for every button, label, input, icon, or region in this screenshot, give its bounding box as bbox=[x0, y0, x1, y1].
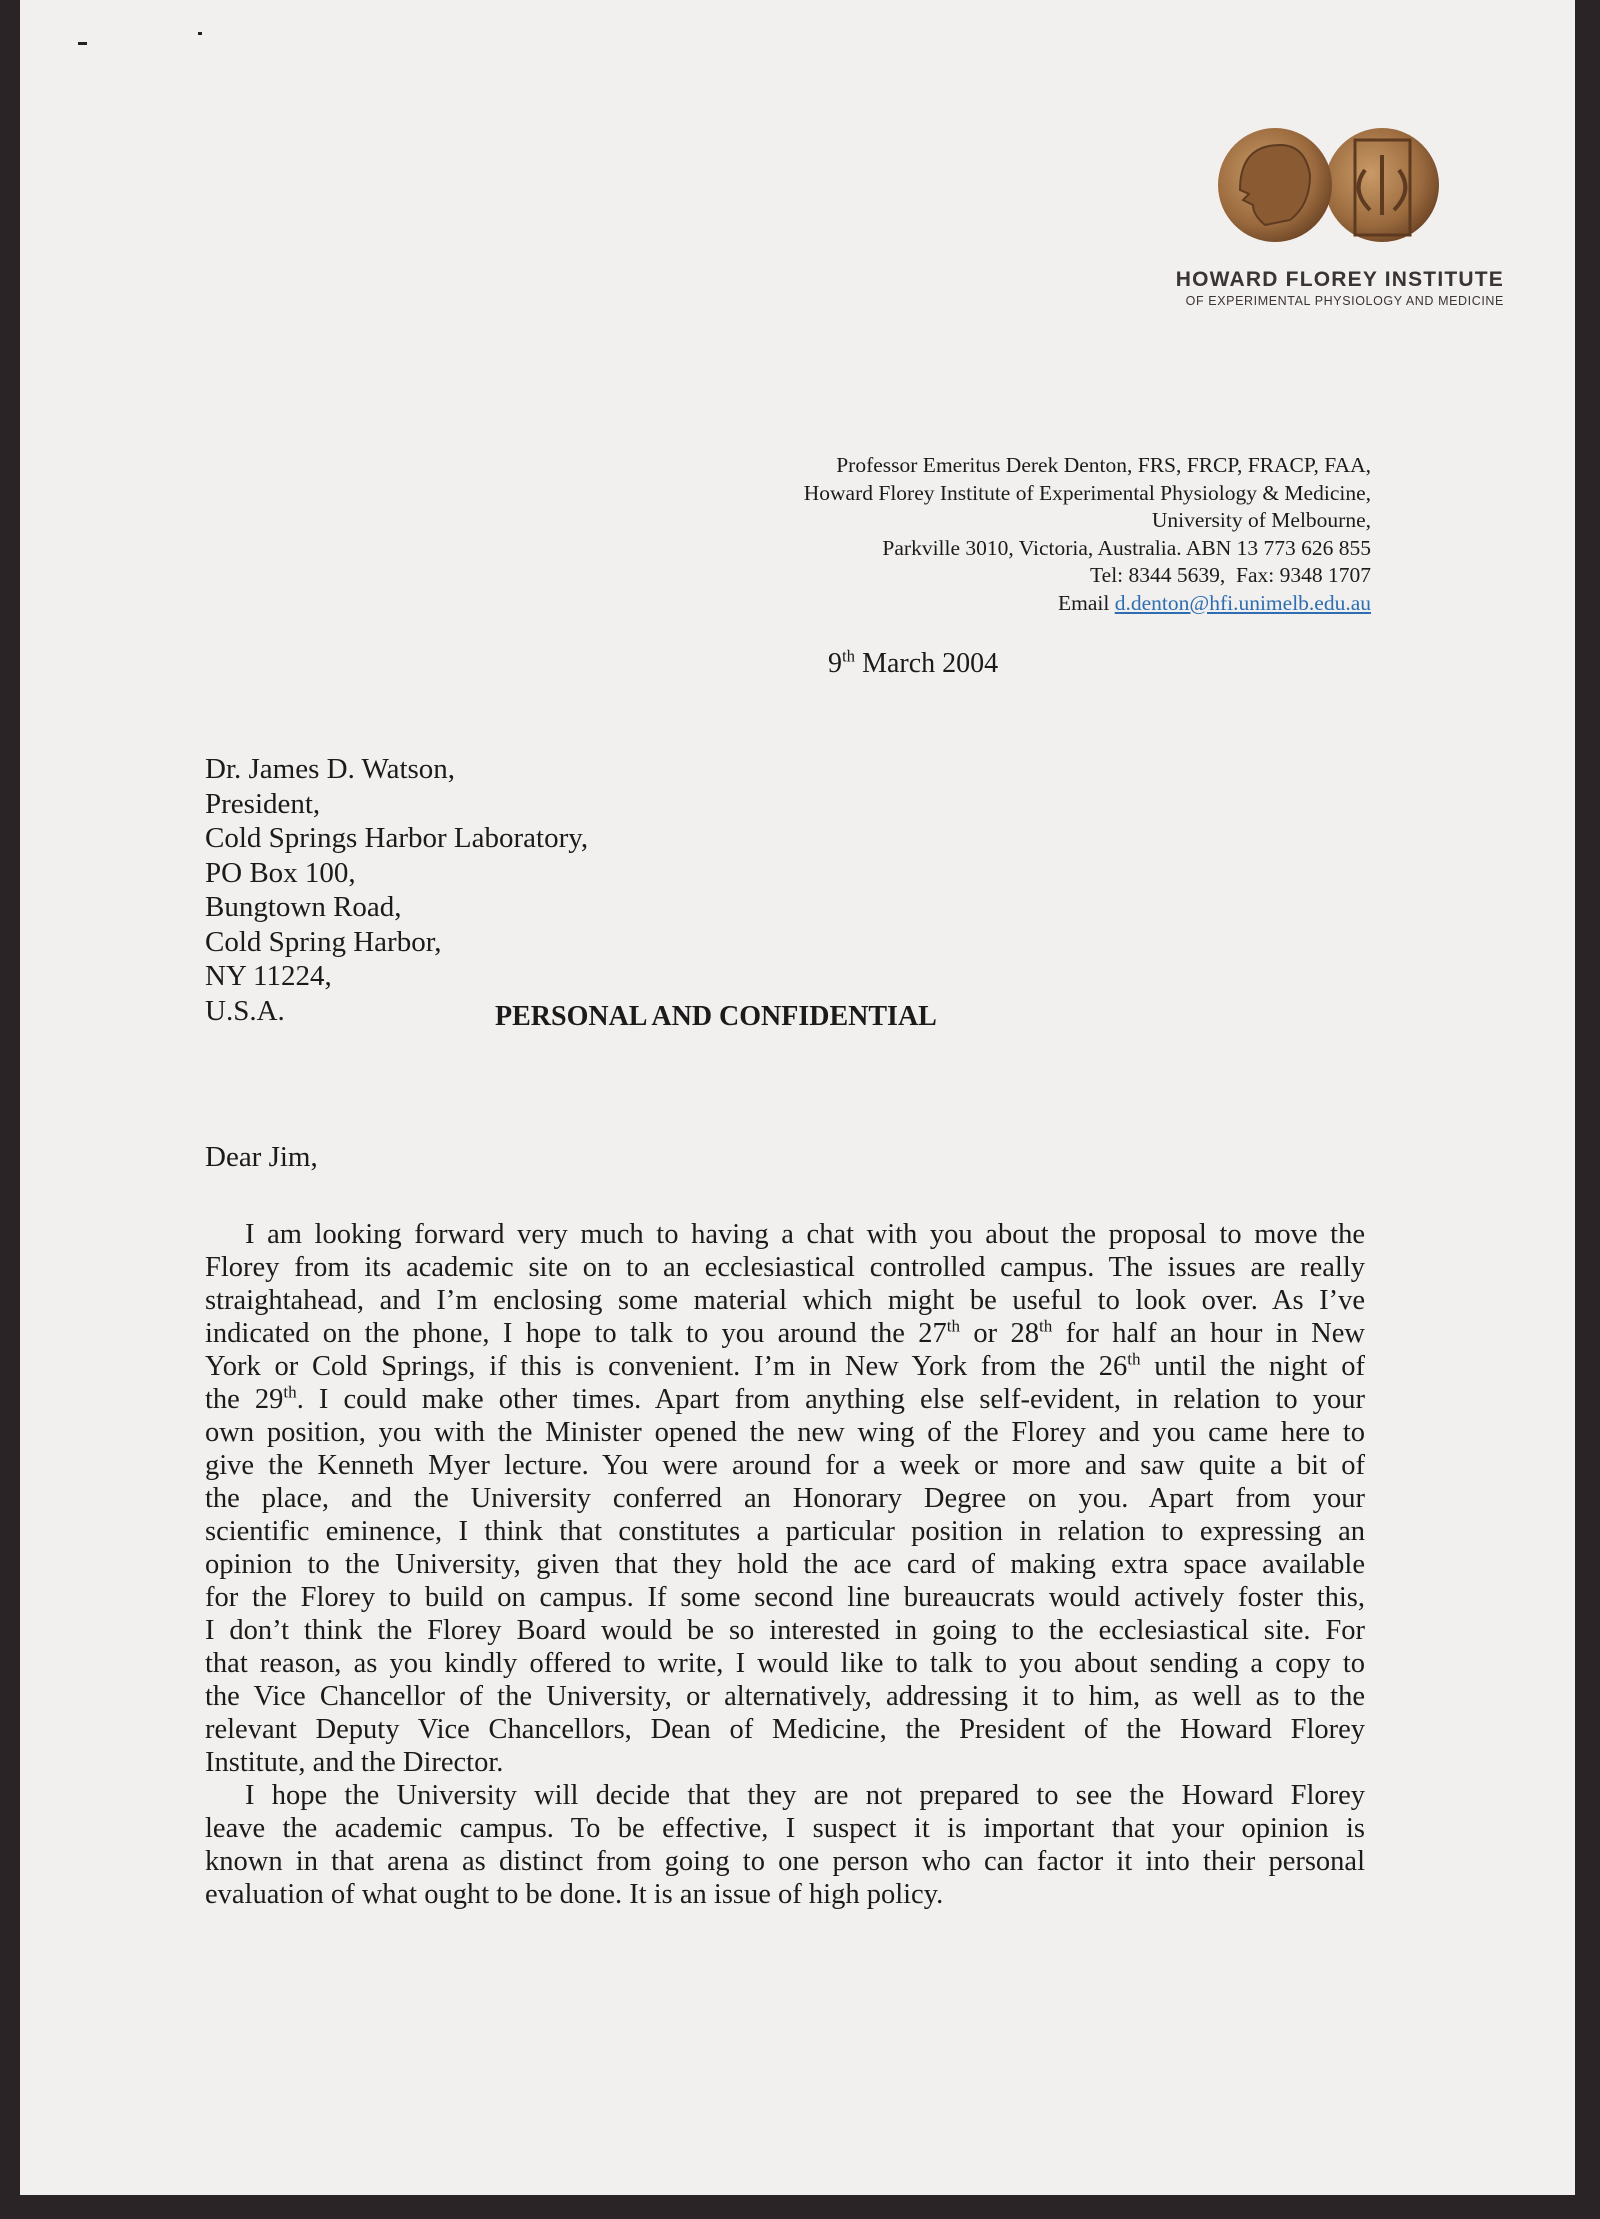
line-text: Florey from its academic site on to an ecclesiastical controlled campus. The issues are really bbox=[205, 1252, 1365, 1283]
line-text: evaluation of what ought to be done. It is an issue of high policy. bbox=[205, 1879, 944, 1910]
line-text: York or Cold Springs, if this is convenient. I’m in New York from the 26 bbox=[205, 1351, 1128, 1382]
line-text: opinion to the University, given that they hold the ace card of making extra space available bbox=[205, 1549, 1365, 1580]
ordinal-suffix: th bbox=[283, 1382, 297, 1402]
line-text: . I could make other times. Apart from anything else self-evident, in relation to your bbox=[296, 1384, 1365, 1415]
body-line bbox=[205, 1251, 1365, 1284]
line-text: scientific eminence, I think that constitutes a particular position in relation to expressing an bbox=[205, 1516, 1365, 1547]
line-text: or 28 bbox=[960, 1318, 1039, 1349]
confidential-heading: PERSONAL AND CONFIDENTIAL bbox=[495, 1001, 937, 1032]
institute-letterhead bbox=[1176, 268, 1504, 308]
line-text: the 29 bbox=[205, 1384, 284, 1415]
body-line bbox=[205, 1581, 1365, 1614]
body-line bbox=[205, 1779, 1365, 1812]
date-day: 9 bbox=[828, 648, 842, 679]
ordinal-suffix: th bbox=[1039, 1316, 1053, 1336]
line-text: I hope the University will decide that they are not prepared to see the Howard Florey bbox=[245, 1780, 1365, 1811]
body-line bbox=[205, 1713, 1365, 1746]
line-text: for half an hour in New bbox=[1052, 1318, 1365, 1349]
line-text: straightahead, and I’m enclosing some material which might be useful to look over. As I’ve bbox=[205, 1285, 1365, 1316]
body-line bbox=[205, 1878, 1365, 1911]
recipient-line: PO Box 100, bbox=[205, 856, 356, 889]
line-text: own position, you with the Minister opened the new wing of the Florey and you came here to bbox=[205, 1417, 1365, 1448]
line-text: Institute, and the Director. bbox=[205, 1747, 504, 1778]
line-text: until the night of bbox=[1140, 1351, 1365, 1382]
recipient-line: NY 11224, bbox=[205, 960, 332, 992]
body-line bbox=[205, 1548, 1365, 1581]
email-link[interactable]: d.denton@hfi.unimelb.edu.au bbox=[1114, 590, 1371, 615]
line-text: I don’t think the Florey Board would be so interested in going to the ecclesiastical site. For bbox=[205, 1615, 1365, 1646]
line-text: the place, and the University conferred an Honorary Degree on you. Apart from your bbox=[205, 1483, 1365, 1514]
sender-address-block bbox=[804, 452, 1371, 617]
ordinal-suffix: th bbox=[946, 1316, 961, 1336]
body-line bbox=[205, 1515, 1365, 1548]
recipient-address bbox=[205, 752, 588, 1028]
email-label: Email bbox=[1058, 590, 1110, 615]
line-text: indicated on the phone, I hope to talk to you around the 27 bbox=[205, 1318, 947, 1349]
ordinal-suffix: th bbox=[1127, 1349, 1141, 1369]
sender-line: University of Melbourne, bbox=[1151, 508, 1371, 532]
line-text: known in that arena as distinct from going to one person who can factor it into their personal bbox=[205, 1846, 1365, 1877]
recipient-line: Dr. James D. Watson, bbox=[205, 753, 456, 785]
institute-name: HOWARD FLOREY INSTITUTE bbox=[1175, 268, 1504, 291]
body-line bbox=[205, 1845, 1365, 1878]
recipient-line: Cold Springs Harbor Laboratory, bbox=[205, 822, 589, 854]
salutation: Dear Jim, bbox=[205, 1141, 318, 1173]
sender-line: Tel: 8344 5639, Fax: 9348 1707 bbox=[1090, 563, 1371, 587]
body-line bbox=[205, 1746, 1365, 1779]
line-text: relevant Deputy Vice Chancellors, Dean of Medicine, the President of the Howard Florey bbox=[205, 1714, 1365, 1745]
body-line bbox=[205, 1284, 1365, 1317]
body-line bbox=[205, 1416, 1365, 1449]
recipient-line: U.S.A. bbox=[205, 994, 285, 1027]
recipient-line: President, bbox=[205, 787, 321, 820]
institute-medallion-logo bbox=[1215, 125, 1445, 245]
body-line bbox=[205, 1812, 1365, 1845]
date-rest: March 2004 bbox=[855, 648, 999, 679]
sender-line: Parkville 3010, Victoria, Australia. ABN 13 773 626 855 bbox=[882, 535, 1371, 560]
sender-line: Howard Florey Institute of Experimental Physiology & Medicine, bbox=[803, 480, 1371, 505]
line-text: leave the academic campus. To be effective, I suspect it is important that your opinion is bbox=[205, 1813, 1365, 1844]
body-line bbox=[205, 1350, 1365, 1383]
line-text: the Vice Chancellor of the University, or alternatively, addressing it to him, as well as to the bbox=[205, 1681, 1365, 1712]
date-suffix: th bbox=[842, 646, 856, 666]
line-text: give the Kenneth Myer lecture. You were around for a week or more and saw quite a bit of bbox=[205, 1450, 1365, 1481]
body-line bbox=[205, 1647, 1365, 1680]
body-paragraph bbox=[205, 1218, 1365, 1779]
recipient-line: Bungtown Road, bbox=[205, 891, 402, 923]
line-text: for the Florey to build on campus. If some second line bureaucrats would actively foster this, bbox=[205, 1582, 1365, 1613]
body-line bbox=[205, 1482, 1365, 1515]
letter-date bbox=[828, 648, 998, 680]
body-line bbox=[205, 1383, 1365, 1416]
scan-mark bbox=[198, 32, 202, 35]
line-text: I am looking forward very much to having a chat with you about the proposal to move the bbox=[245, 1219, 1365, 1250]
recipient-line: Cold Spring Harbor, bbox=[205, 925, 442, 958]
body-paragraph bbox=[205, 1779, 1365, 1911]
body-line bbox=[205, 1680, 1365, 1713]
letter-body bbox=[205, 1218, 1365, 1911]
line-text: that reason, as you kindly offered to write, I would like to talk to you about sending a copy to bbox=[205, 1648, 1365, 1679]
body-line bbox=[205, 1218, 1365, 1251]
scan-mark bbox=[78, 42, 87, 45]
sender-line: Professor Emeritus Derek Denton, FRS, FRCP, FRACP, FAA, bbox=[836, 453, 1371, 477]
institute-subtitle: OF EXPERIMENTAL PHYSIOLOGY AND MEDICINE bbox=[1185, 294, 1504, 308]
body-line bbox=[205, 1449, 1365, 1482]
body-line bbox=[205, 1317, 1365, 1350]
body-line bbox=[205, 1614, 1365, 1647]
